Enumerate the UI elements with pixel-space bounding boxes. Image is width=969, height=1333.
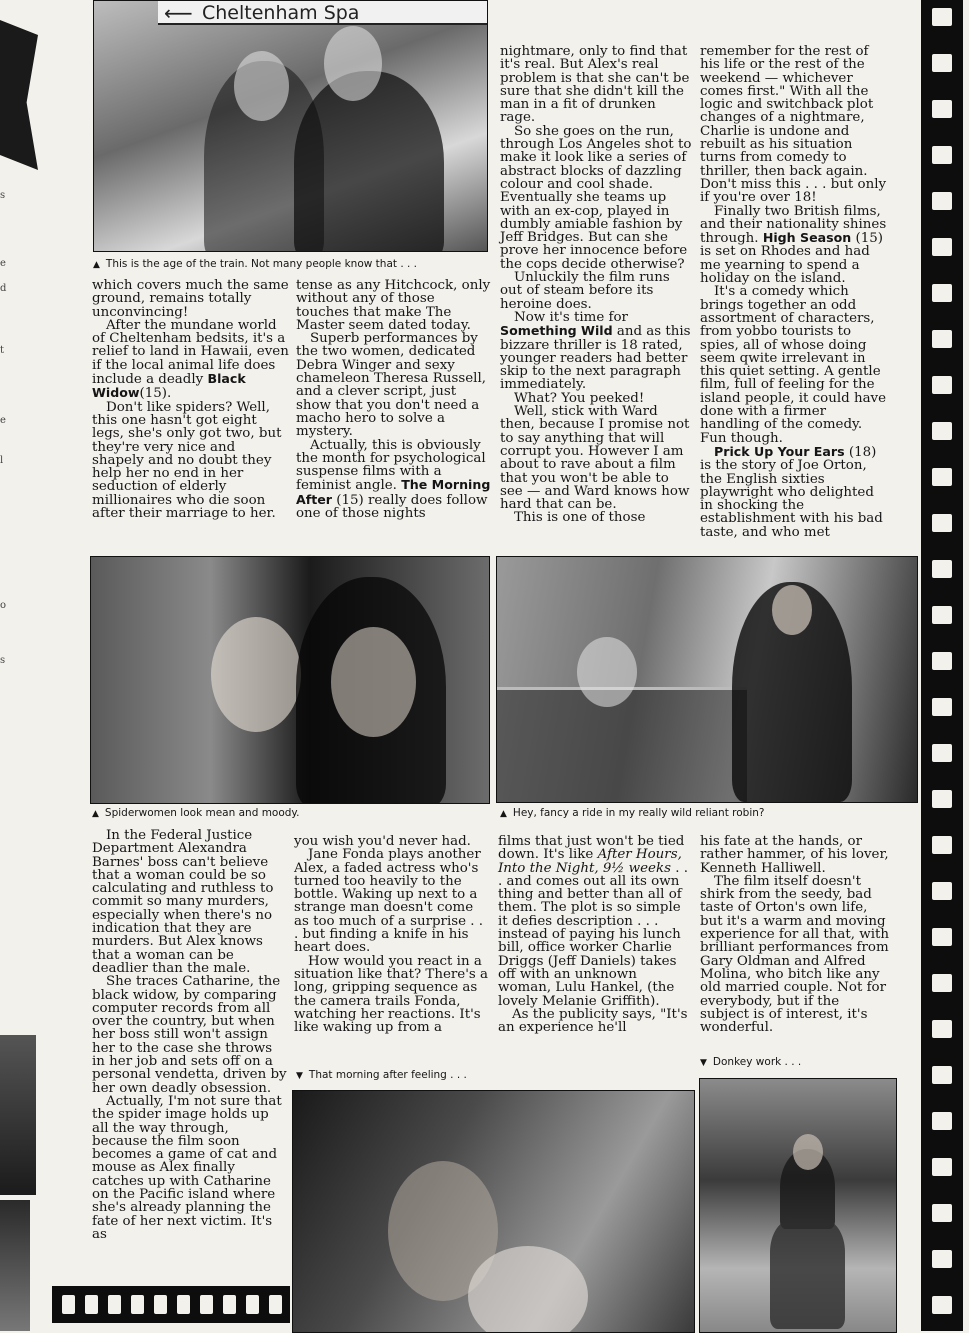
paragraph	[296, 439, 491, 521]
paragraph: Jane Fonda plays another Alex, a faded actress who's turned too heavily to the bottle. Waking up next to a strange man doesn't come as too much of a surprise . . . but finding a knife in his heart does.	[294, 847, 484, 956]
film-title: Something Wild	[500, 323, 613, 339]
paragraph: She traces Catharine, the black widow, by comparing computer records from all over the country, but when her boss still won't assign her to the case she throws in her job and sets off on a personal vendetta, driven by her own deadly obsession.	[92, 974, 287, 1096]
film-strip-right	[921, 0, 963, 1331]
paragraph: you wish you'd never had.	[294, 834, 471, 849]
paragraph: Actually, I'm not sure that the spider image holds up all the way through, because the film soon becomes a game of cat and mouse as Alex finally catches up with Catharine on the Pacific island where she's already planning the fate of her next victim. It's as	[92, 1093, 282, 1242]
sprocket-hole	[932, 1296, 952, 1314]
film-title: Black Widow	[92, 371, 246, 401]
sprocket-hole	[932, 606, 952, 624]
triangle-up-icon: ▲	[500, 809, 507, 819]
sprocket-hole	[932, 514, 952, 532]
triangle-up-icon: ▲	[92, 809, 99, 819]
photo-train-station	[93, 0, 488, 252]
paragraph: remember for the rest of his life or the rest of the weekend — whichever comes first." With all the logic and switchback plot changes of a nightmare, Charlie is undone and rebuilt as his situation turns from comedy to thriller, then back again. Don't miss this . . . but only if you're over 18!	[700, 44, 887, 206]
adjacent-page-edge	[0, 0, 40, 1331]
paragraph: his fate at the hands, or rather hammer, of his lover, Kenneth Halliwell.	[700, 834, 889, 876]
text: (18) is the story of Joe Orton, the English sixties playwright who delighted in shocking the establishment with his bad taste, and who met	[700, 444, 883, 540]
paragraph	[700, 205, 888, 286]
sprocket-hole	[932, 1020, 952, 1038]
column-3-top	[500, 45, 695, 525]
sprocket-hole	[932, 928, 952, 946]
column-2-bottom	[294, 835, 489, 1034]
photo-car	[496, 556, 918, 803]
caption-morning-after	[296, 1068, 467, 1083]
sprocket-hole	[223, 1295, 236, 1314]
sprocket-hole	[932, 330, 952, 348]
paragraph: nightmare, only to find that it's real. But Alex's real problem is that she can't be sure that she didn't kill the man in a fit of drunken rage.	[500, 44, 690, 126]
text: films that just won't be tied down. It's like	[498, 834, 685, 863]
caption-spiderwomen	[92, 806, 300, 821]
sprocket-hole	[932, 1250, 952, 1268]
film-strip-bottom	[52, 1286, 290, 1323]
margin-mark: s	[0, 655, 6, 666]
margin-mark: d	[0, 283, 7, 294]
sprocket-hole	[932, 560, 952, 578]
sprocket-hole	[932, 376, 952, 394]
sprocket-hole	[246, 1295, 259, 1314]
paragraph: This is one of those	[514, 510, 646, 526]
caption-text: This is the age of the train. Not many people know that . . .	[105, 258, 418, 270]
film-title: The Morning After	[296, 477, 491, 507]
triangle-down-icon: ▼	[700, 1058, 707, 1068]
sprocket-hole	[932, 468, 952, 486]
sprocket-hole	[62, 1295, 75, 1314]
station-sign-text: Cheltenham Spa	[202, 2, 360, 24]
sprocket-hole	[932, 652, 952, 670]
text: (15).	[139, 386, 172, 402]
sprocket-hole	[131, 1295, 144, 1314]
film-title: High Season	[762, 230, 852, 246]
arrow-left-icon: ⟵	[164, 1, 193, 25]
margin-mark: s	[0, 190, 6, 201]
caption-text: Donkey work . . .	[712, 1056, 802, 1068]
text: After the mundane world of Cheltenham bedsits, it's a relief to land in Hawaii, even if the local animal life does include a deadly	[92, 317, 289, 388]
paragraph	[500, 311, 695, 392]
paragraph: What? You peeked!	[514, 390, 645, 406]
film-title: Prick Up Your Ears	[714, 443, 845, 459]
sprocket-hole	[932, 698, 952, 716]
paragraph: In the Federal Justice Department Alexandra Barnes' boss can't believe that a woman could be so calculating and ruthless to commit so many murders, especially when there's no indication that they are murders. But Alex knows that a woman can be deadlier than the male.	[92, 828, 274, 976]
column-4-bottom	[700, 835, 890, 1034]
caption-text: Hey, fancy a ride in my really wild reliant robin?	[512, 807, 765, 819]
caption-train-photo	[93, 257, 417, 272]
sprocket-hole	[932, 100, 952, 118]
paragraph: As the publicity says, "It's an experience he'll	[498, 1006, 688, 1036]
paragraph	[92, 319, 290, 401]
sprocket-hole	[932, 1204, 952, 1222]
triangle-down-icon: ▼	[296, 1071, 303, 1081]
sprocket-hole	[932, 8, 952, 26]
sprocket-hole	[932, 284, 952, 302]
sprocket-hole	[200, 1295, 213, 1314]
caption-text: Spiderwomen look mean and moody.	[104, 807, 300, 819]
paragraph: It's a comedy which brings together an odd assortment of characters, from yobbo tourists to spies, all of whose doing seem qwite irrelevant in this quiet setting. A gentle film, full of feeling for the island people, it could have done with a firmer handling of the comedy. Fun though.	[700, 284, 887, 446]
column-1-bottom	[92, 829, 288, 1241]
margin-mark: l	[0, 455, 4, 466]
paragraph	[700, 445, 888, 539]
text: Actually, this is obviously the month for psychological suspense films with a feminist angle.	[296, 437, 486, 494]
text: and as this bizzare thriller is 18 rated, younger readers had better skip to the next paragraph immediately.	[500, 324, 691, 393]
caption-car	[500, 806, 764, 821]
station-sign	[158, 1, 488, 25]
sprocket-hole	[177, 1295, 190, 1314]
column-2-top	[296, 279, 491, 520]
photo-spiderwomen	[90, 556, 490, 804]
margin-mark: o	[0, 600, 7, 611]
margin-mark: e	[0, 415, 6, 426]
paragraph: Well, stick with Ward then, because I promise not to say anything that will corrupt you. However I am about to rave about a film that you won't be able to see — and Ward knows how hard that can be.	[500, 404, 690, 513]
margin-mark: e	[0, 258, 6, 269]
paragraph: Superb performances by the two women, dedicated Debra Winger and sexy chameleon Theresa Russell, and a clever script, just show that you don't need a macho hero to solve a mystery.	[296, 331, 486, 440]
sprocket-hole	[85, 1295, 98, 1314]
sprocket-hole	[932, 1112, 952, 1130]
text: (15) really does follow one of those nights	[296, 492, 488, 522]
sprocket-hole	[932, 422, 952, 440]
film-titles: After Hours, Into the Night, 9½ weeks	[498, 847, 682, 876]
sprocket-hole	[932, 146, 952, 164]
sprocket-hole	[932, 790, 952, 808]
sprocket-hole	[932, 974, 952, 992]
paragraph	[498, 835, 691, 1008]
caption-text: That morning after feeling . . .	[308, 1069, 467, 1081]
paragraph: Don't like spiders? Well, this one hasn't got eight legs, she's only got two, but they're very nice and shapely and no doubt they help her no end in her seduction of elderly millionaires who die soon after their marriage to her.	[92, 399, 282, 522]
paragraph: How would you react in a situation like that? There's a long, gripping sequence as the camera trails Fonda, watching her reactions. It's like waking up from a	[294, 953, 489, 1036]
caption-donkey	[700, 1055, 801, 1070]
sprocket-hole	[932, 192, 952, 210]
text: . . . and comes out all its own thing and better than all of them. The plot is so simple it defies description . . . instead of paying his lunch bill, office worker Charlie Driggs (Jeff Daniels) takes off with an unknown woman, Lulu Hankel, (the lovely Melanie Griffith).	[498, 860, 688, 1009]
sprocket-hole	[108, 1295, 121, 1314]
column-4-top	[700, 45, 888, 539]
paragraph: Unluckily the film runs out of steam before its heroine does.	[500, 270, 670, 312]
photo-donkey	[699, 1078, 897, 1333]
sprocket-hole	[932, 54, 952, 72]
sprocket-hole	[932, 744, 952, 762]
sprocket-hole	[932, 238, 952, 256]
sprocket-hole	[932, 1158, 952, 1176]
triangle-up-icon: ▲	[93, 260, 100, 270]
text: (15) is set on Rhodes and had me yearning to spend a holiday on the island.	[700, 231, 884, 287]
paragraph: The film itself doesn't shirk from the seedy, bad taste of Orton's own life, but it's a warm and moving experience for all that, with brilliant performances from Gary Oldman and Alfred Molina, who bitch like any old married couple. Not for everybody, but if the subject is of interest, it's wonderful.	[700, 873, 889, 1036]
paragraph: which covers much the same ground, remains totally unconvincing!	[92, 278, 289, 320]
text: Finally two British films, and their nationality shines through.	[700, 203, 887, 247]
sprocket-hole	[932, 882, 952, 900]
sprocket-hole	[154, 1295, 167, 1314]
sprocket-hole	[932, 836, 952, 854]
sprocket-hole	[269, 1295, 282, 1314]
paragraph: So she goes on the run, through Los Angeles shot to make it look like a series of abstract blocks of dazzling colour and cool shade. Eventually she teams up with an ex-cop, played in dumbly amiable fashion by Jeff Bridges. But can she prove her innocence before the cops decide otherwise?	[500, 123, 692, 272]
column-1-top	[92, 279, 290, 520]
sprocket-hole	[932, 1066, 952, 1084]
margin-mark: t	[0, 345, 5, 356]
paragraph: tense as any Hitchcock, only without any of those touches that make The Master seem dated today.	[296, 278, 491, 333]
text: Now it's time for	[514, 309, 628, 325]
column-3-bottom	[498, 835, 691, 1034]
photo-morning-after	[292, 1090, 695, 1333]
